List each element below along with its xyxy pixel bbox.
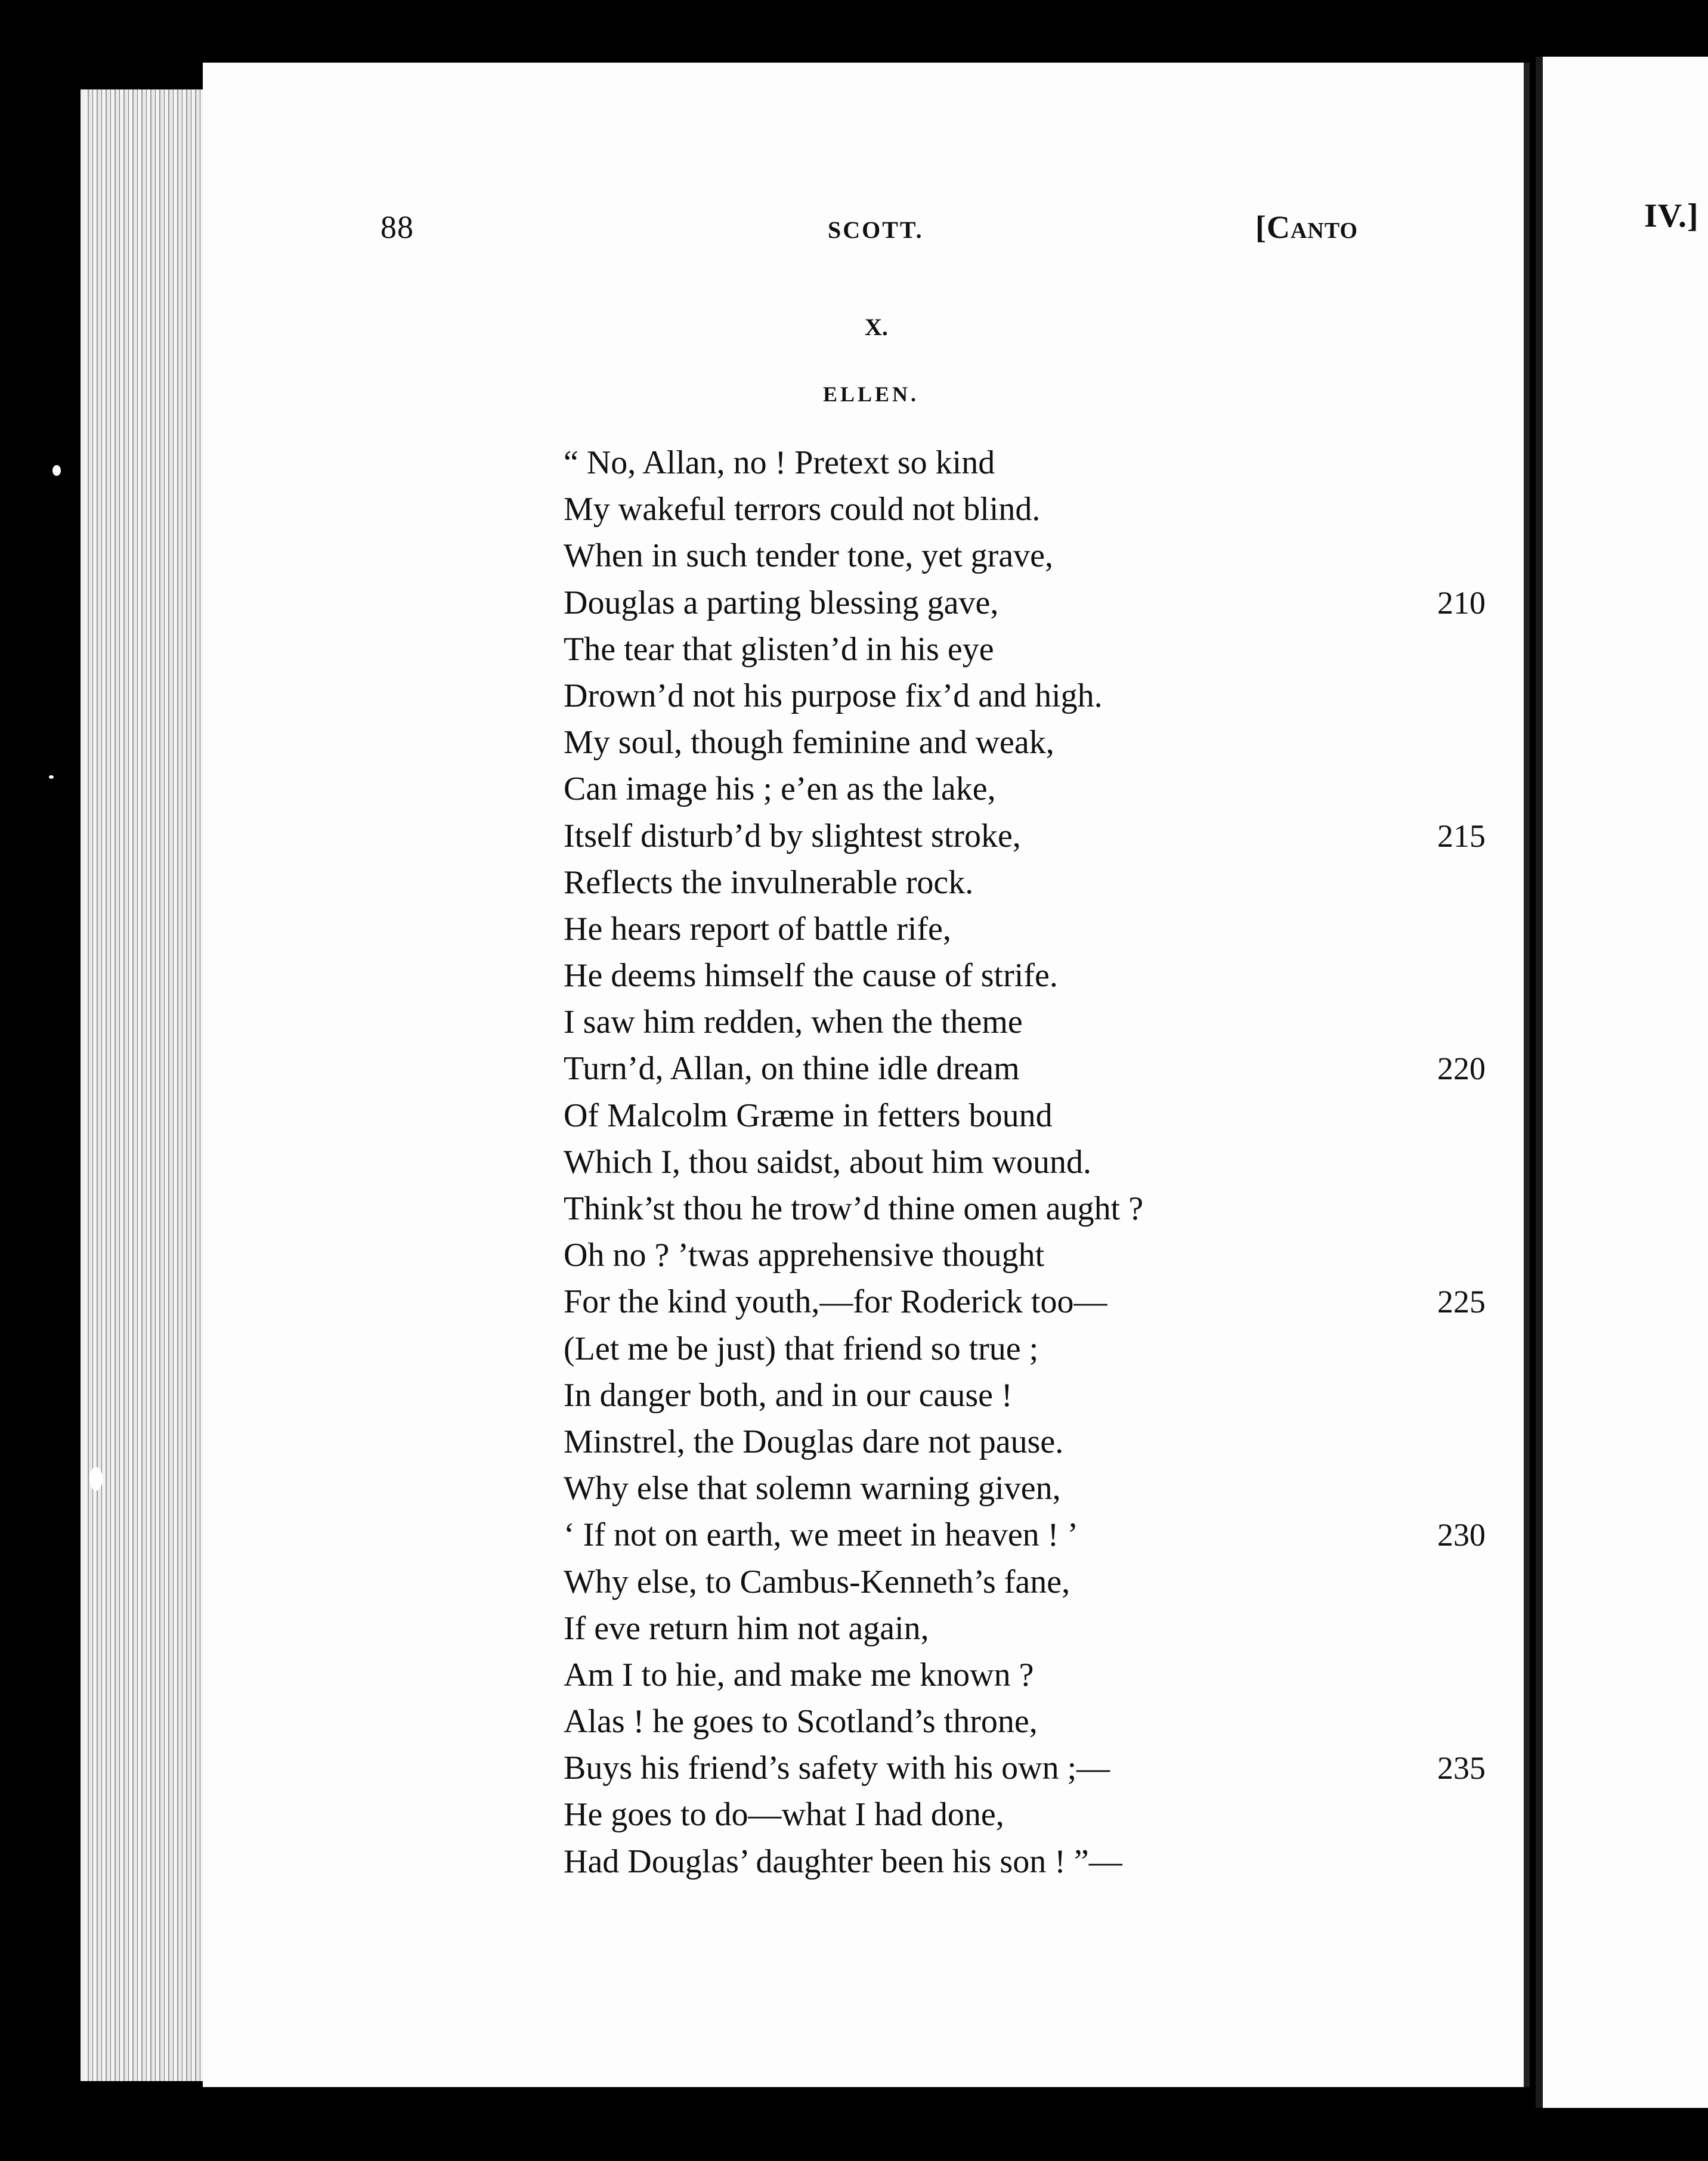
canto-heading-continued: IV.] [1644, 197, 1699, 234]
poem-line-text: ‘ If not on earth, we meet in heaven ! ’ [564, 1516, 1078, 1554]
poem-line [564, 1559, 1518, 1605]
poem-line-text: Drown’d not his purpose fix’d and high. [564, 677, 1103, 714]
poem-line-text: Why else that solemn warning given, [564, 1470, 1061, 1507]
poem-line [564, 1605, 1518, 1652]
section-number: X. [865, 314, 888, 340]
page-number: 88 [380, 209, 414, 245]
poem-line-text: He goes to do—what I had done, [564, 1796, 1004, 1834]
poem-line-text: Oh no ? ’twas apprehensive thought [564, 1237, 1045, 1274]
poem-line [564, 1372, 1518, 1419]
scan-speck [52, 465, 61, 476]
canto-heading: [Canto [1255, 209, 1359, 245]
speaker-name: ELLEN. [823, 382, 920, 406]
poem-line-text: (Let me be just) that friend so true ; [564, 1330, 1039, 1367]
poem-line [564, 719, 1518, 766]
line-number: 235 [1437, 1750, 1486, 1787]
poem-line-text: Am I to hie, and make me known ? [564, 1656, 1034, 1693]
poem-line [564, 906, 1518, 952]
poem-line-text: Minstrel, the Douglas dare not pause. [564, 1423, 1064, 1460]
poem-line-text: Which I, thou saidst, about him wound. [564, 1143, 1092, 1181]
poem-line [564, 626, 1518, 673]
line-number: 220 [1437, 1051, 1486, 1087]
poem-line-text: Alas ! he goes to Scotland’s throne, [564, 1703, 1038, 1741]
poem-line [564, 1045, 1518, 1092]
poem-line [564, 439, 1518, 486]
poem-line [564, 1838, 1518, 1885]
poem-line [564, 1419, 1518, 1465]
scan-speck [49, 775, 54, 779]
poem-line [564, 486, 1518, 532]
poem-line [564, 1139, 1518, 1185]
poem-line [564, 766, 1518, 812]
poem-stanza [564, 439, 1518, 1885]
poem-line [564, 1698, 1518, 1745]
line-number: 210 [1437, 584, 1486, 621]
poem-line [564, 813, 1518, 859]
poem-line-text: Itself disturb’d by slightest stroke, [564, 817, 1021, 855]
poem-line-text: “ No, Allan, no ! Pretext so kind [564, 444, 995, 481]
poem-line [564, 1278, 1518, 1325]
poem-line-text: If eve return him not again, [564, 1609, 929, 1647]
poem-line [564, 532, 1518, 579]
line-number: 230 [1437, 1517, 1486, 1553]
line-number: 225 [1437, 1284, 1486, 1320]
left-page [203, 63, 1530, 2087]
poem-line [564, 1232, 1518, 1278]
poem-line [564, 1791, 1518, 1838]
poem-line-text: Think’st thou he trow’d thine omen aught ? [564, 1190, 1144, 1227]
poem-line [564, 1185, 1518, 1232]
poem-line [564, 1512, 1518, 1558]
poem-line [564, 1326, 1518, 1372]
right-page [1536, 57, 1708, 2108]
poem-line-text: The tear that glisten’d in his eye [564, 630, 994, 668]
scan-speck [89, 1467, 103, 1491]
poem-line-text: For the kind youth,—for Roderick too— [564, 1283, 1107, 1321]
poem-line [564, 999, 1518, 1045]
poem-line-text: He deems himself the cause of strife. [564, 957, 1058, 995]
poem-line [564, 673, 1518, 719]
poem-line-text: Of Malcolm Græme in fetters bound [564, 1097, 1053, 1134]
poem-line [564, 1092, 1518, 1139]
poem-line [564, 1465, 1518, 1512]
poem-line-text: My wakeful terrors could not blind. [564, 491, 1041, 528]
poem-line-text: Had Douglas’ daughter been his son ! ”— [564, 1843, 1122, 1880]
poem-line [564, 952, 1518, 999]
poem-line [564, 1745, 1518, 1791]
poem-line-text: Douglas a parting blessing gave, [564, 584, 999, 621]
poem-line-text: Why else, to Cambus-Kenneth’s fane, [564, 1563, 1070, 1600]
poem-line-text: My soul, though feminine and weak, [564, 724, 1054, 761]
poem-line-text: When in such tender tone, yet grave, [564, 537, 1054, 575]
poem-line [564, 1652, 1518, 1698]
poem-line-text: I saw him redden, when the theme [564, 1004, 1023, 1041]
poem-line-text: Buys his friend’s safety with his own ;— [564, 1750, 1110, 1787]
poem-line [564, 859, 1518, 906]
poem-line [564, 580, 1518, 626]
poem-line-text: Reflects the invulnerable rock. [564, 863, 974, 901]
line-number: 215 [1437, 818, 1486, 854]
running-head: SCOTT. [828, 216, 924, 243]
page-edges [81, 89, 215, 2081]
poem-line-text: In danger both, and in our cause ! [564, 1376, 1013, 1414]
poem-line-text: Can image his ; e’en as the lake, [564, 770, 996, 808]
poem-line-text: He hears report of battle rife, [564, 910, 951, 948]
poem-line-text: Turn’d, Allan, on thine idle dream [564, 1050, 1020, 1088]
